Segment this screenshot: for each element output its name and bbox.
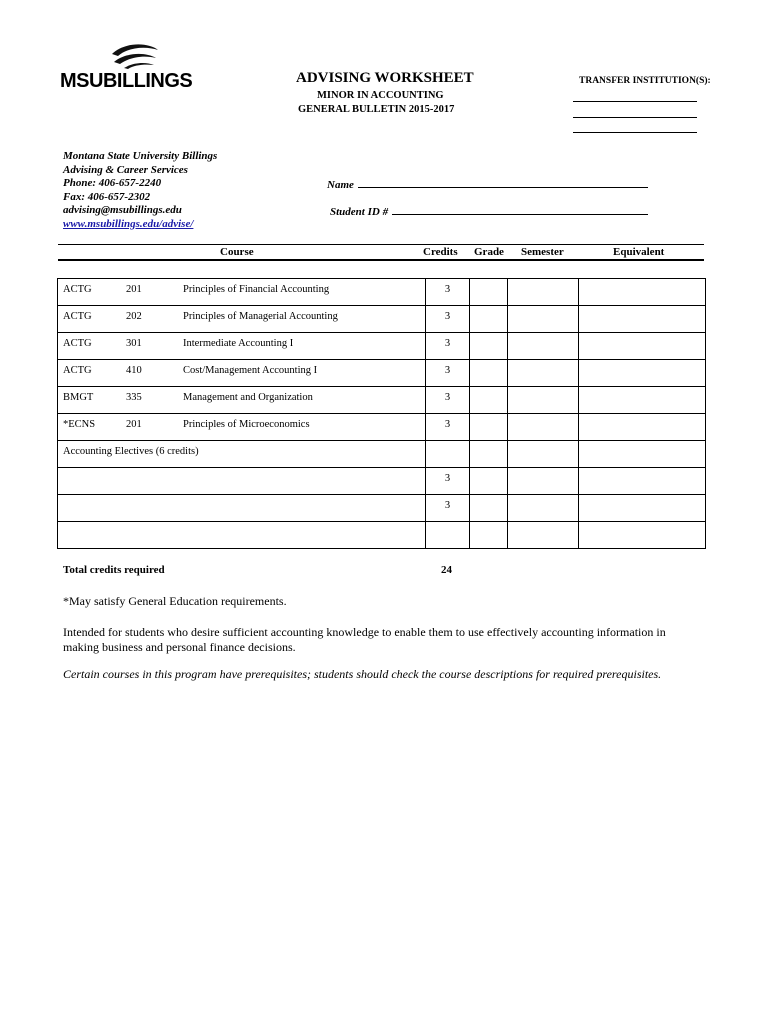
semester-cell[interactable] bbox=[508, 441, 579, 468]
bulletin-label: GENERAL BULLETIN 2015-2017 bbox=[298, 104, 455, 115]
electives-header-row bbox=[58, 441, 706, 468]
column-header-grade: Grade bbox=[474, 246, 504, 258]
column-header-credits: Credits bbox=[423, 246, 458, 258]
grade-cell[interactable] bbox=[470, 333, 508, 360]
elective-course-cell[interactable] bbox=[58, 468, 426, 495]
column-header-semester: Semester bbox=[521, 246, 564, 258]
grade-cell[interactable] bbox=[470, 414, 508, 441]
course-dept: ACTG bbox=[63, 338, 92, 349]
course-number: 301 bbox=[126, 338, 142, 349]
grade-cell[interactable] bbox=[470, 495, 508, 522]
course-title: Cost/Management Accounting I bbox=[183, 365, 318, 376]
elective-row bbox=[58, 495, 706, 522]
credits-cell bbox=[426, 441, 470, 468]
equivalent-cell[interactable] bbox=[579, 360, 706, 387]
header-top-rule bbox=[58, 244, 704, 245]
credits-cell: 3 bbox=[426, 387, 470, 414]
course-title: Principles of Microeconomics bbox=[183, 419, 310, 430]
grade-cell[interactable] bbox=[470, 360, 508, 387]
grade-cell[interactable] bbox=[470, 522, 508, 549]
credits-cell: 3 bbox=[426, 333, 470, 360]
equivalent-cell[interactable] bbox=[579, 468, 706, 495]
table-row bbox=[58, 306, 706, 333]
swoosh-icon bbox=[110, 44, 160, 70]
course-title: Management and Organization bbox=[183, 392, 313, 403]
intended-note: Intended for students who desire sufficient accounting knowledge to enable them to use effectively accounting information in making business and personal finance decisions. bbox=[63, 625, 666, 654]
course-cell bbox=[58, 333, 426, 360]
name-field-row bbox=[327, 177, 648, 191]
course-dept: ACTG bbox=[63, 284, 92, 295]
semester-cell[interactable] bbox=[508, 306, 579, 333]
gen-ed-note: *May satisfy General Education requirements. bbox=[63, 594, 287, 608]
table-row bbox=[58, 279, 706, 306]
elective-row bbox=[58, 468, 706, 495]
credits-cell: 3 bbox=[426, 468, 470, 495]
semester-cell[interactable] bbox=[508, 360, 579, 387]
grade-cell[interactable] bbox=[470, 279, 508, 306]
page-title: ADVISING WORKSHEET bbox=[296, 70, 474, 86]
credits-cell: 3 bbox=[426, 360, 470, 387]
course-cell bbox=[58, 279, 426, 306]
phone-text: Phone: 406-657-2240 bbox=[63, 177, 162, 189]
page-subtitle: MINOR IN ACCOUNTING bbox=[317, 90, 444, 101]
credits-cell: 3 bbox=[426, 414, 470, 441]
total-credits-label: Total credits required bbox=[63, 564, 165, 576]
semester-cell[interactable] bbox=[508, 495, 579, 522]
course-number: 335 bbox=[126, 392, 142, 403]
website-link[interactable]: www.msubillings.edu/advise/ bbox=[63, 217, 194, 230]
elective-course-cell[interactable] bbox=[58, 522, 426, 549]
column-header-equivalent: Equivalent bbox=[613, 246, 665, 258]
credits-cell: 3 bbox=[426, 495, 470, 522]
credits-cell: 3 bbox=[426, 279, 470, 306]
equivalent-cell[interactable] bbox=[579, 279, 706, 306]
course-cell bbox=[58, 360, 426, 387]
column-header-course: Course bbox=[220, 246, 254, 258]
equivalent-cell[interactable] bbox=[579, 522, 706, 549]
student-id-field[interactable] bbox=[392, 204, 648, 215]
equivalent-cell[interactable] bbox=[579, 495, 706, 522]
semester-cell[interactable] bbox=[508, 387, 579, 414]
table-row bbox=[58, 360, 706, 387]
transfer-institution-line-1[interactable] bbox=[573, 101, 697, 102]
course-number: 410 bbox=[126, 365, 142, 376]
grade-cell[interactable] bbox=[470, 441, 508, 468]
header-bottom-rule bbox=[58, 259, 704, 261]
student-id-label: Student ID # bbox=[330, 206, 389, 218]
course-table bbox=[57, 278, 706, 549]
contact-block bbox=[63, 150, 217, 231]
student-id-field-row bbox=[330, 204, 648, 218]
table-row bbox=[58, 414, 706, 441]
course-cell bbox=[58, 441, 426, 468]
course-cell bbox=[58, 306, 426, 333]
course-dept: *ECNS bbox=[63, 419, 96, 430]
name-label: Name bbox=[327, 179, 354, 191]
total-credits-value: 24 bbox=[441, 564, 452, 576]
table-row bbox=[58, 333, 706, 360]
semester-cell[interactable] bbox=[508, 333, 579, 360]
office-name: Advising & Career Services bbox=[63, 163, 188, 176]
course-title: Principles of Financial Accounting bbox=[183, 284, 330, 295]
transfer-institution-line-3[interactable] bbox=[573, 132, 697, 133]
table-row bbox=[58, 387, 706, 414]
fax-text: Fax: 406-657-2302 bbox=[63, 190, 151, 203]
grade-cell[interactable] bbox=[470, 468, 508, 495]
transfer-institution-line-2[interactable] bbox=[573, 117, 697, 118]
email-text: advising@msubillings.edu bbox=[63, 204, 182, 216]
semester-cell[interactable] bbox=[508, 414, 579, 441]
equivalent-cell[interactable] bbox=[579, 387, 706, 414]
msu-billings-logo bbox=[60, 44, 220, 94]
equivalent-cell[interactable] bbox=[579, 333, 706, 360]
semester-cell[interactable] bbox=[508, 468, 579, 495]
course-cell bbox=[58, 414, 426, 441]
course-title: Principles of Managerial Accounting bbox=[183, 311, 338, 322]
course-cell bbox=[58, 387, 426, 414]
equivalent-cell[interactable] bbox=[579, 306, 706, 333]
electives-label: Accounting Electives (6 credits) bbox=[63, 446, 199, 457]
elective-course-cell[interactable] bbox=[58, 495, 426, 522]
credits-cell bbox=[426, 522, 470, 549]
grade-cell[interactable] bbox=[470, 306, 508, 333]
course-dept: ACTG bbox=[63, 311, 92, 322]
prerequisite-note: Certain courses in this program have prerequisites; students should check the course descriptions for required prerequisites. bbox=[63, 667, 662, 681]
course-number: 202 bbox=[126, 311, 142, 322]
course-dept: BMGT bbox=[63, 392, 94, 403]
logo-text: MSUBILLINGS bbox=[60, 70, 193, 92]
credits-cell: 3 bbox=[426, 306, 470, 333]
course-title: Intermediate Accounting I bbox=[183, 338, 294, 349]
grade-cell[interactable] bbox=[470, 387, 508, 414]
equivalent-cell[interactable] bbox=[579, 414, 706, 441]
semester-cell[interactable] bbox=[508, 522, 579, 549]
institution-name: Montana State University Billings bbox=[63, 150, 218, 162]
course-number: 201 bbox=[126, 284, 142, 295]
course-number: 201 bbox=[126, 419, 142, 430]
elective-row bbox=[58, 522, 706, 549]
semester-cell[interactable] bbox=[508, 279, 579, 306]
name-field[interactable] bbox=[358, 177, 648, 188]
equivalent-cell[interactable] bbox=[579, 441, 706, 468]
transfer-institution-label: TRANSFER INSTITUTION(S): bbox=[579, 76, 711, 86]
course-dept: ACTG bbox=[63, 365, 92, 376]
